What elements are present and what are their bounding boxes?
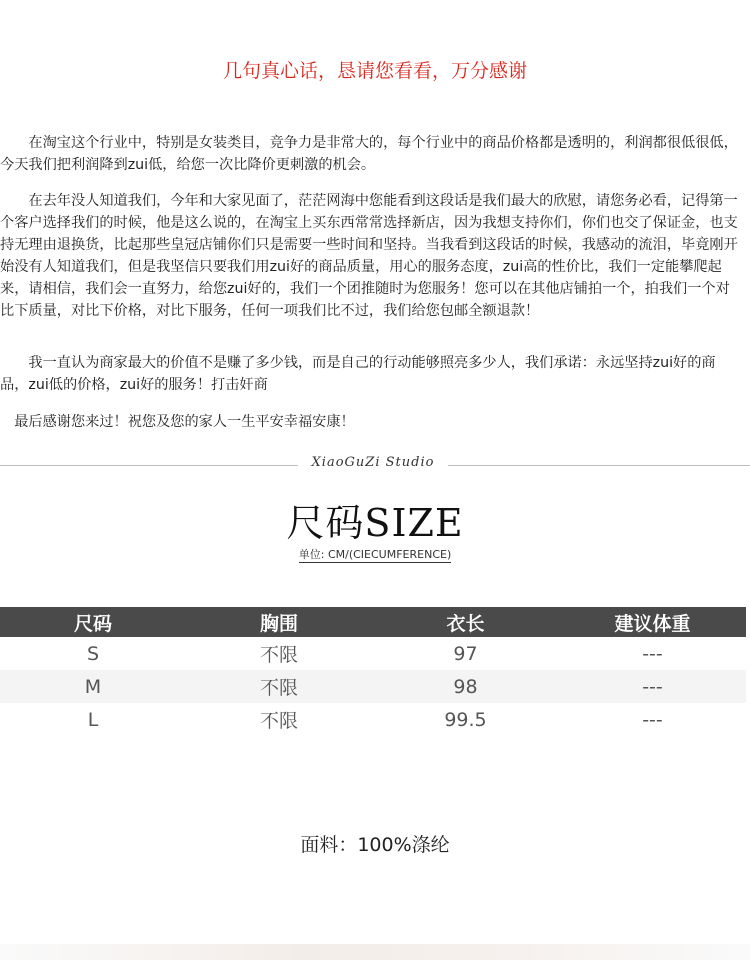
size-title: 尺码SIZE (286, 501, 464, 545)
cell-size: L (87, 708, 99, 731)
paragraph-promise: 我一直认为商家最大的价值不是赚了多少钱，而是自己的行动能够照亮多少人，我们承诺：永远坚持zui好的商品，zui低的价格，zui好的服务！打击奸商 (0, 355, 716, 393)
unit-text: 单位: CM/(CIECUMFERENCE) (298, 548, 452, 561)
table-header-row (0, 607, 746, 637)
table-row (0, 637, 746, 670)
cell-size: S (86, 642, 100, 665)
cell-weight: --- (642, 642, 663, 665)
header-size: 尺码 (0, 607, 186, 637)
cell-bust: 不限 (259, 644, 298, 666)
cell-bust: 不限 (259, 710, 298, 732)
header-bust: 胸围 (186, 607, 372, 637)
size-table (0, 607, 746, 736)
material-info: 面料：100%涤纶 (300, 834, 450, 856)
table-row (0, 670, 746, 703)
paragraph-intro: 在淘宝这个行业中，特别是女装类目，竞争力是非常大的，每个行业中的商品价格都是透明的，利润都很低很低，今天我们把利润降到zui低，给您一次比降价更刺激的机会。 (0, 135, 738, 173)
divider-line-left (0, 465, 298, 466)
bottom-image-edge (0, 944, 750, 960)
cell-size: M (0, 670, 186, 703)
studio-divider (0, 455, 750, 475)
cell-bust: 不限 (186, 670, 372, 703)
headline: 几句真心话，恳请您看看，万分感谢 (222, 60, 527, 82)
header-length: 衣长 (372, 607, 559, 637)
header-weight: 建议体重 (559, 607, 746, 637)
cell-weight: --- (559, 670, 746, 703)
cell-length: 97 (453, 642, 478, 665)
studio-name: XiaoGuZi Studio (311, 455, 435, 470)
paragraph-thanks: 最后感谢您来过！祝您及您的家人一生平安幸福安康！ (14, 414, 355, 430)
cell-length: 99.5 (444, 708, 487, 731)
divider-line-right (448, 465, 750, 466)
cell-length: 98 (372, 670, 559, 703)
cell-weight: --- (642, 708, 663, 731)
paragraph-story: 在去年没人知道我们，今年和大家见面了，茫茫网海中您能看到这段话是我们最大的欣慰，请您务必看，记得第一个客户选择我们的时候，他是这么说的，在淘宝上买东西常常选择新店，因为我想支持你们，你们也交了保证金，也支持无理由退换货，比起那些皇冠店铺你们只是需要一些时间和坚持。当我看到这段话的时候，我感动的流泪，毕竟刚开始没有人知道我们，但是我坚信只要我们用zui好的商品质量，用心的服务态度，zui高的性价比，我们一定能攀爬起来，请相信，我们会一直努力，给您zui好的，我们一个团推随时为您服务！您可以在其他店铺拍一个，拍我们一个对比下质量，对比下价格，对比下服务，任何一项我们比不过，我们给您包邮全额退款！ (0, 193, 738, 319)
table-row (0, 703, 746, 736)
unit-caption (0, 546, 750, 562)
